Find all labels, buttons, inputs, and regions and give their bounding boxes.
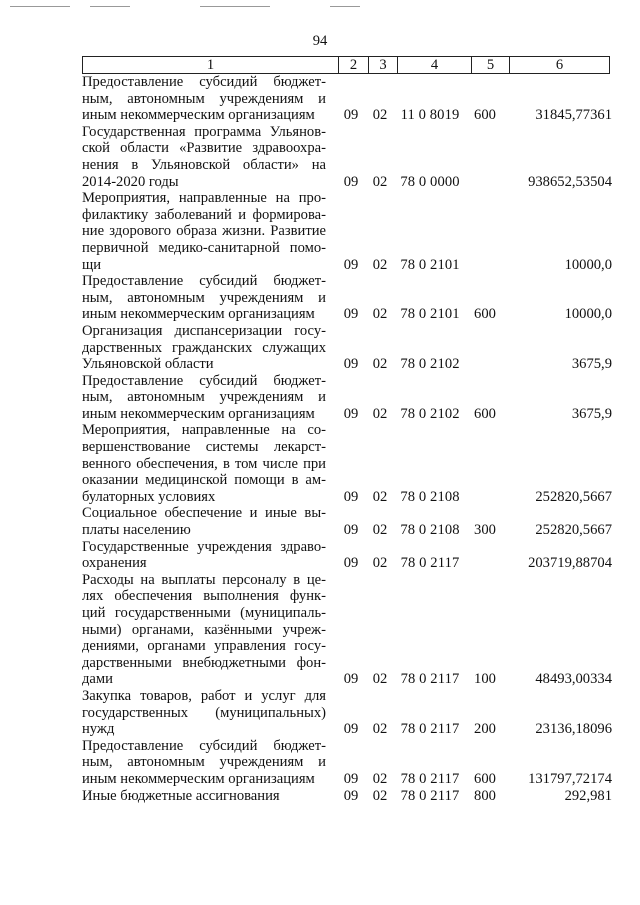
table-row (82, 788, 612, 805)
row-name: Социальное обеспечение и иные вы-платы населению (82, 505, 326, 539)
row-subsection: 02 (372, 256, 388, 273)
row-section: 09 (343, 306, 359, 323)
row-amount: 3675,9 (571, 356, 612, 373)
row-section: 09 (343, 173, 359, 190)
table-row (82, 124, 612, 190)
row-amount: 10000,0 (564, 306, 612, 323)
row-target-code: 78 0 2117 (400, 671, 460, 688)
row-section: 09 (343, 721, 359, 738)
row-subsection: 02 (372, 488, 388, 505)
table-row (82, 74, 612, 124)
row-section: 09 (343, 671, 359, 688)
row-subsection: 02 (372, 787, 388, 804)
row-expense-type: 100 (474, 671, 496, 688)
row-subsection: 02 (372, 555, 388, 572)
row-amount: 938652,53504 (528, 173, 612, 190)
row-subsection: 02 (372, 522, 388, 539)
row-amount: 48493,00334 (535, 671, 612, 688)
budget-table (82, 74, 612, 804)
table-row (82, 373, 612, 423)
row-expense-type: 600 (474, 770, 496, 787)
row-name: Предоставление субсидий бюджет-ным, автономным учреждениям и иным некоммерческим организациям (82, 74, 326, 124)
row-name: Государственная программа Ульянов-ской области «Развитие здравоохра-нения в Ульяновской области» на 2014-2020 годы (82, 123, 326, 190)
row-section: 09 (343, 488, 359, 505)
row-name: Предоставление субсидий бюджет-ным, автономным учреждениям и иным некоммерческим организациям (82, 737, 326, 787)
scan-artifact (90, 6, 130, 7)
scan-artifact (200, 6, 270, 7)
row-amount: 131797,72174 (528, 770, 612, 787)
row-section: 09 (343, 787, 359, 804)
row-amount: 252820,5667 (535, 522, 612, 539)
table-row (82, 572, 612, 688)
table-row (82, 505, 612, 538)
row-amount: 31845,77361 (535, 107, 612, 124)
row-subsection: 02 (372, 356, 388, 373)
scan-artifact (330, 6, 360, 7)
row-target-code: 78 0 2117 (400, 770, 460, 787)
row-subsection: 02 (372, 306, 388, 323)
row-subsection: 02 (372, 721, 388, 738)
row-target-code: 78 0 2101 (400, 256, 460, 273)
table-row (82, 688, 612, 738)
row-subsection: 02 (372, 405, 388, 422)
row-target-code: 78 0 2117 (400, 555, 460, 572)
row-name: Предоставление субсидий бюджет-ным, автономным учреждениям и иным некоммерческим организациям (82, 273, 326, 323)
row-name: Государственные учреждения здраво-охранения (82, 538, 326, 572)
row-expense-type: 800 (474, 787, 496, 804)
row-target-code: 78 0 2117 (400, 721, 460, 738)
row-name: Предоставление субсидий бюджет-ным, автономным учреждениям и иным некоммерческим организациям (82, 372, 326, 422)
row-name: Мероприятия, направленные на про-филактику заболеваний и формирова-ние здорового образа жизни. Развитие первичной медико-санитарной помо-щи (82, 190, 326, 273)
header-col-2: 2 (338, 57, 368, 73)
table-row (82, 738, 612, 788)
row-expense-type: 300 (474, 522, 496, 539)
row-name: Закупка товаров, работ и услуг для государственных (муниципальных) нужд (82, 687, 326, 738)
scan-artifact (10, 6, 70, 7)
row-amount: 252820,5667 (535, 488, 612, 505)
row-target-code: 78 0 2101 (400, 306, 460, 323)
row-section: 09 (343, 555, 359, 572)
row-name: Иные бюджетные ассигнования (82, 787, 280, 804)
row-target-code: 78 0 2102 (400, 356, 460, 373)
header-col-1: 1 (206, 57, 215, 73)
row-target-code: 78 0 2108 (400, 488, 460, 505)
row-section: 09 (343, 356, 359, 373)
row-target-code: 11 0 8019 (400, 107, 460, 124)
row-amount: 203719,88704 (528, 555, 612, 572)
row-name: Расходы на выплаты персоналу в це-лях обеспечения выполнения функ-ций государственными (муниципаль-ными) органами, казёнными учреж-дениями, органами управления госу-дарственными внебюджетными фон-дами (82, 571, 326, 688)
row-amount: 3675,9 (571, 405, 612, 422)
header-col-5: 5 (471, 57, 509, 73)
header-col-6: 6 (509, 57, 609, 73)
row-expense-type: 200 (474, 721, 496, 738)
row-section: 09 (343, 770, 359, 787)
row-amount: 10000,0 (564, 256, 612, 273)
row-section: 09 (343, 107, 359, 124)
table-row (82, 190, 612, 273)
row-target-code: 78 0 2108 (400, 522, 460, 539)
row-expense-type: 600 (474, 107, 496, 124)
row-amount: 23136,18096 (535, 721, 612, 738)
table-row (82, 323, 612, 373)
row-target-code: 78 0 2102 (400, 405, 460, 422)
table-header (82, 56, 610, 74)
row-subsection: 02 (372, 107, 388, 124)
row-name: Организация диспансеризации госу-дарственных гражданских служащих Ульяновской области (82, 322, 326, 373)
header-col-4: 4 (397, 57, 471, 73)
row-name: Мероприятия, направленные на со-вершенствование системы лекарст-венного обеспечения, в том числе при оказании медицинской помощи в ам-булаторных условиях (82, 422, 326, 505)
row-section: 09 (343, 522, 359, 539)
row-section: 09 (343, 405, 359, 422)
row-section: 09 (343, 256, 359, 273)
row-subsection: 02 (372, 173, 388, 190)
table-row (82, 273, 612, 323)
row-subsection: 02 (372, 671, 388, 688)
row-target-code: 78 0 2117 (400, 787, 460, 804)
table-row (82, 422, 612, 505)
table-row (82, 539, 612, 572)
row-target-code: 78 0 0000 (400, 173, 460, 190)
row-expense-type: 600 (474, 306, 496, 323)
header-col-3: 3 (368, 57, 397, 73)
row-subsection: 02 (372, 770, 388, 787)
page-number: 94 (312, 33, 328, 49)
row-expense-type: 600 (474, 405, 496, 422)
row-amount: 292,981 (564, 787, 612, 804)
